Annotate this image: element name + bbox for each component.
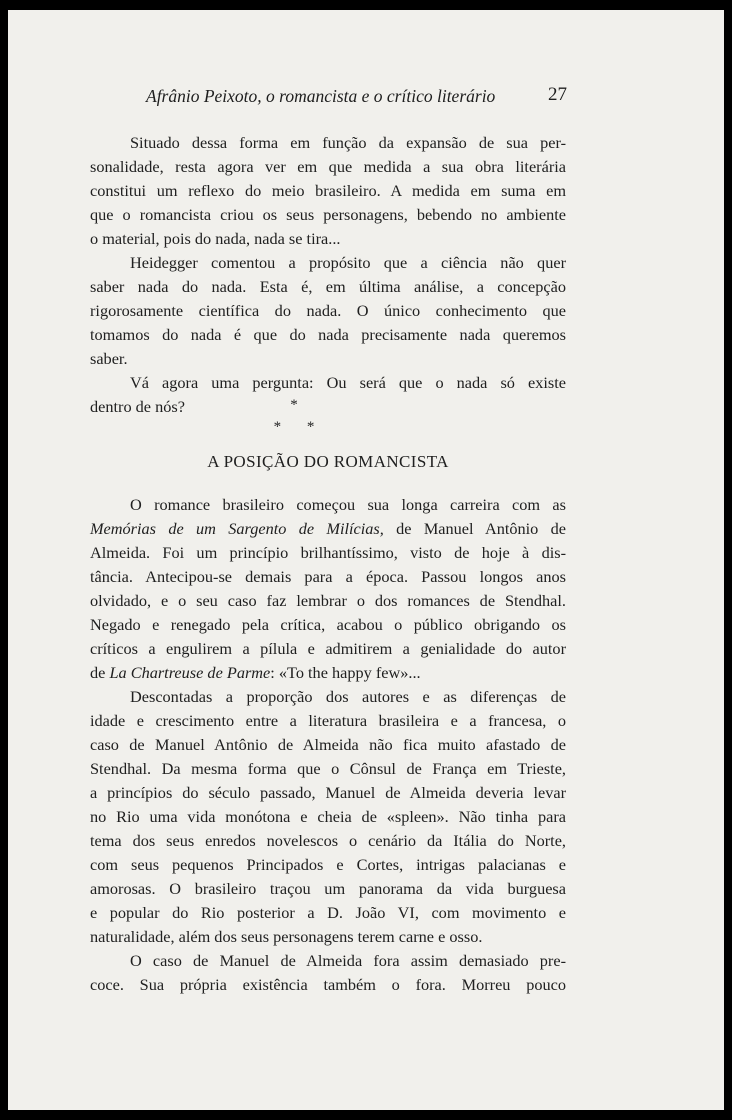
section-title: A POSIÇÃO DO ROMANCISTA	[207, 452, 449, 471]
asterism-top: *	[290, 397, 298, 413]
text-line: O caso de Manuel de Almeida fora assim demasiado pre-	[130, 951, 566, 970]
text-line: o material, pois do nada, nada se tira...	[90, 229, 341, 248]
text-line: amorosas. O brasileiro traçou um panorama da vida burguesa	[90, 879, 566, 898]
text-span: : «To the happy few»...	[270, 663, 421, 682]
text-line	[90, 662, 566, 684]
text-line: Vá agora uma pergunta: Ou será que o nada só existe	[130, 373, 566, 392]
book-page	[8, 10, 724, 1110]
text-line: dentro de nós?	[90, 397, 185, 416]
text-line: a princípios do século passado, Manuel de Almeida deveria levar	[90, 783, 566, 802]
text-line: coce. Sua própria existência também o fora. Morreu pouco	[90, 975, 566, 994]
text-line: Almeida. Foi um princípio brilhantíssimo, visto de hoje à dis-	[90, 543, 566, 562]
text-line: Negado e renegado pela crítica, acabou o público obrigando os	[90, 615, 566, 634]
text-line: saber.	[90, 349, 128, 368]
text-line: que o romancista criou os seus personagens, bebendo no ambiente	[90, 205, 566, 224]
text-line: e popular do Rio posterior a D. João VI, com movimento e	[90, 903, 566, 922]
text-line: rigorosamente científica do nada. O único conhecimento que	[90, 301, 566, 320]
text-line: olvidado, e o seu caso faz lembrar o dos romances de Stendhal.	[90, 591, 566, 610]
book-title: Memórias de um Sargento de Milícias,	[90, 519, 384, 538]
text-line: Heidegger comentou a propósito que a ciência não quer	[130, 253, 566, 272]
page-number: 27	[548, 84, 567, 105]
text-line: constitui um reflexo do meio brasileiro. A medida em suma em	[90, 181, 566, 200]
text-line: tomamos do nada é que do nada precisamente nada queremos	[90, 325, 566, 344]
text-line: tância. Antecipou-se demais para a época. Passou longos anos	[90, 567, 566, 586]
text-line: idade e crescimento entre a literatura brasileira e a francesa, o	[90, 711, 566, 730]
text-line	[90, 518, 566, 540]
book-title: La Chartreuse de Parme	[109, 663, 271, 682]
text-line: Descontadas a proporção dos autores e as diferenças de	[130, 687, 566, 706]
asterism-bottom: * *	[273, 419, 315, 435]
page-header	[8, 80, 724, 110]
text-line: naturalidade, além dos seus personagens terem carne e osso.	[90, 927, 483, 946]
text-line: saber nada do nada. Esta é, em última análise, a concepção	[90, 277, 566, 296]
text-line: no Rio uma vida monótona e cheia de «spleen». Não tinha para	[90, 807, 566, 826]
text-line: críticos a engulirem a pílula e admitirem a genialidade do autor	[90, 639, 566, 658]
running-title: Afrânio Peixoto, o romancista e o crítico literário	[146, 86, 496, 106]
text-span: de Manuel Antônio de	[383, 519, 567, 538]
text-line: caso de Manuel Antônio de Almeida não fica muito afastado de	[90, 735, 566, 754]
text-span: de	[90, 663, 110, 682]
text-line: tema dos seus enredos novelescos o cenário da Itália do Norte,	[90, 831, 566, 850]
text-line: com seus pequenos Principados e Cortes, intrigas palacianas e	[90, 855, 566, 874]
text-line: O romance brasileiro começou sua longa carreira com as	[130, 495, 566, 514]
text-line: Stendhal. Da mesma forma que o Cônsul de França em Trieste,	[90, 759, 566, 778]
text-line: Situado dessa forma em função da expansão de sua per-	[130, 133, 566, 152]
text-line: sonalidade, resta agora ver em que medida a sua obra literária	[90, 157, 566, 176]
